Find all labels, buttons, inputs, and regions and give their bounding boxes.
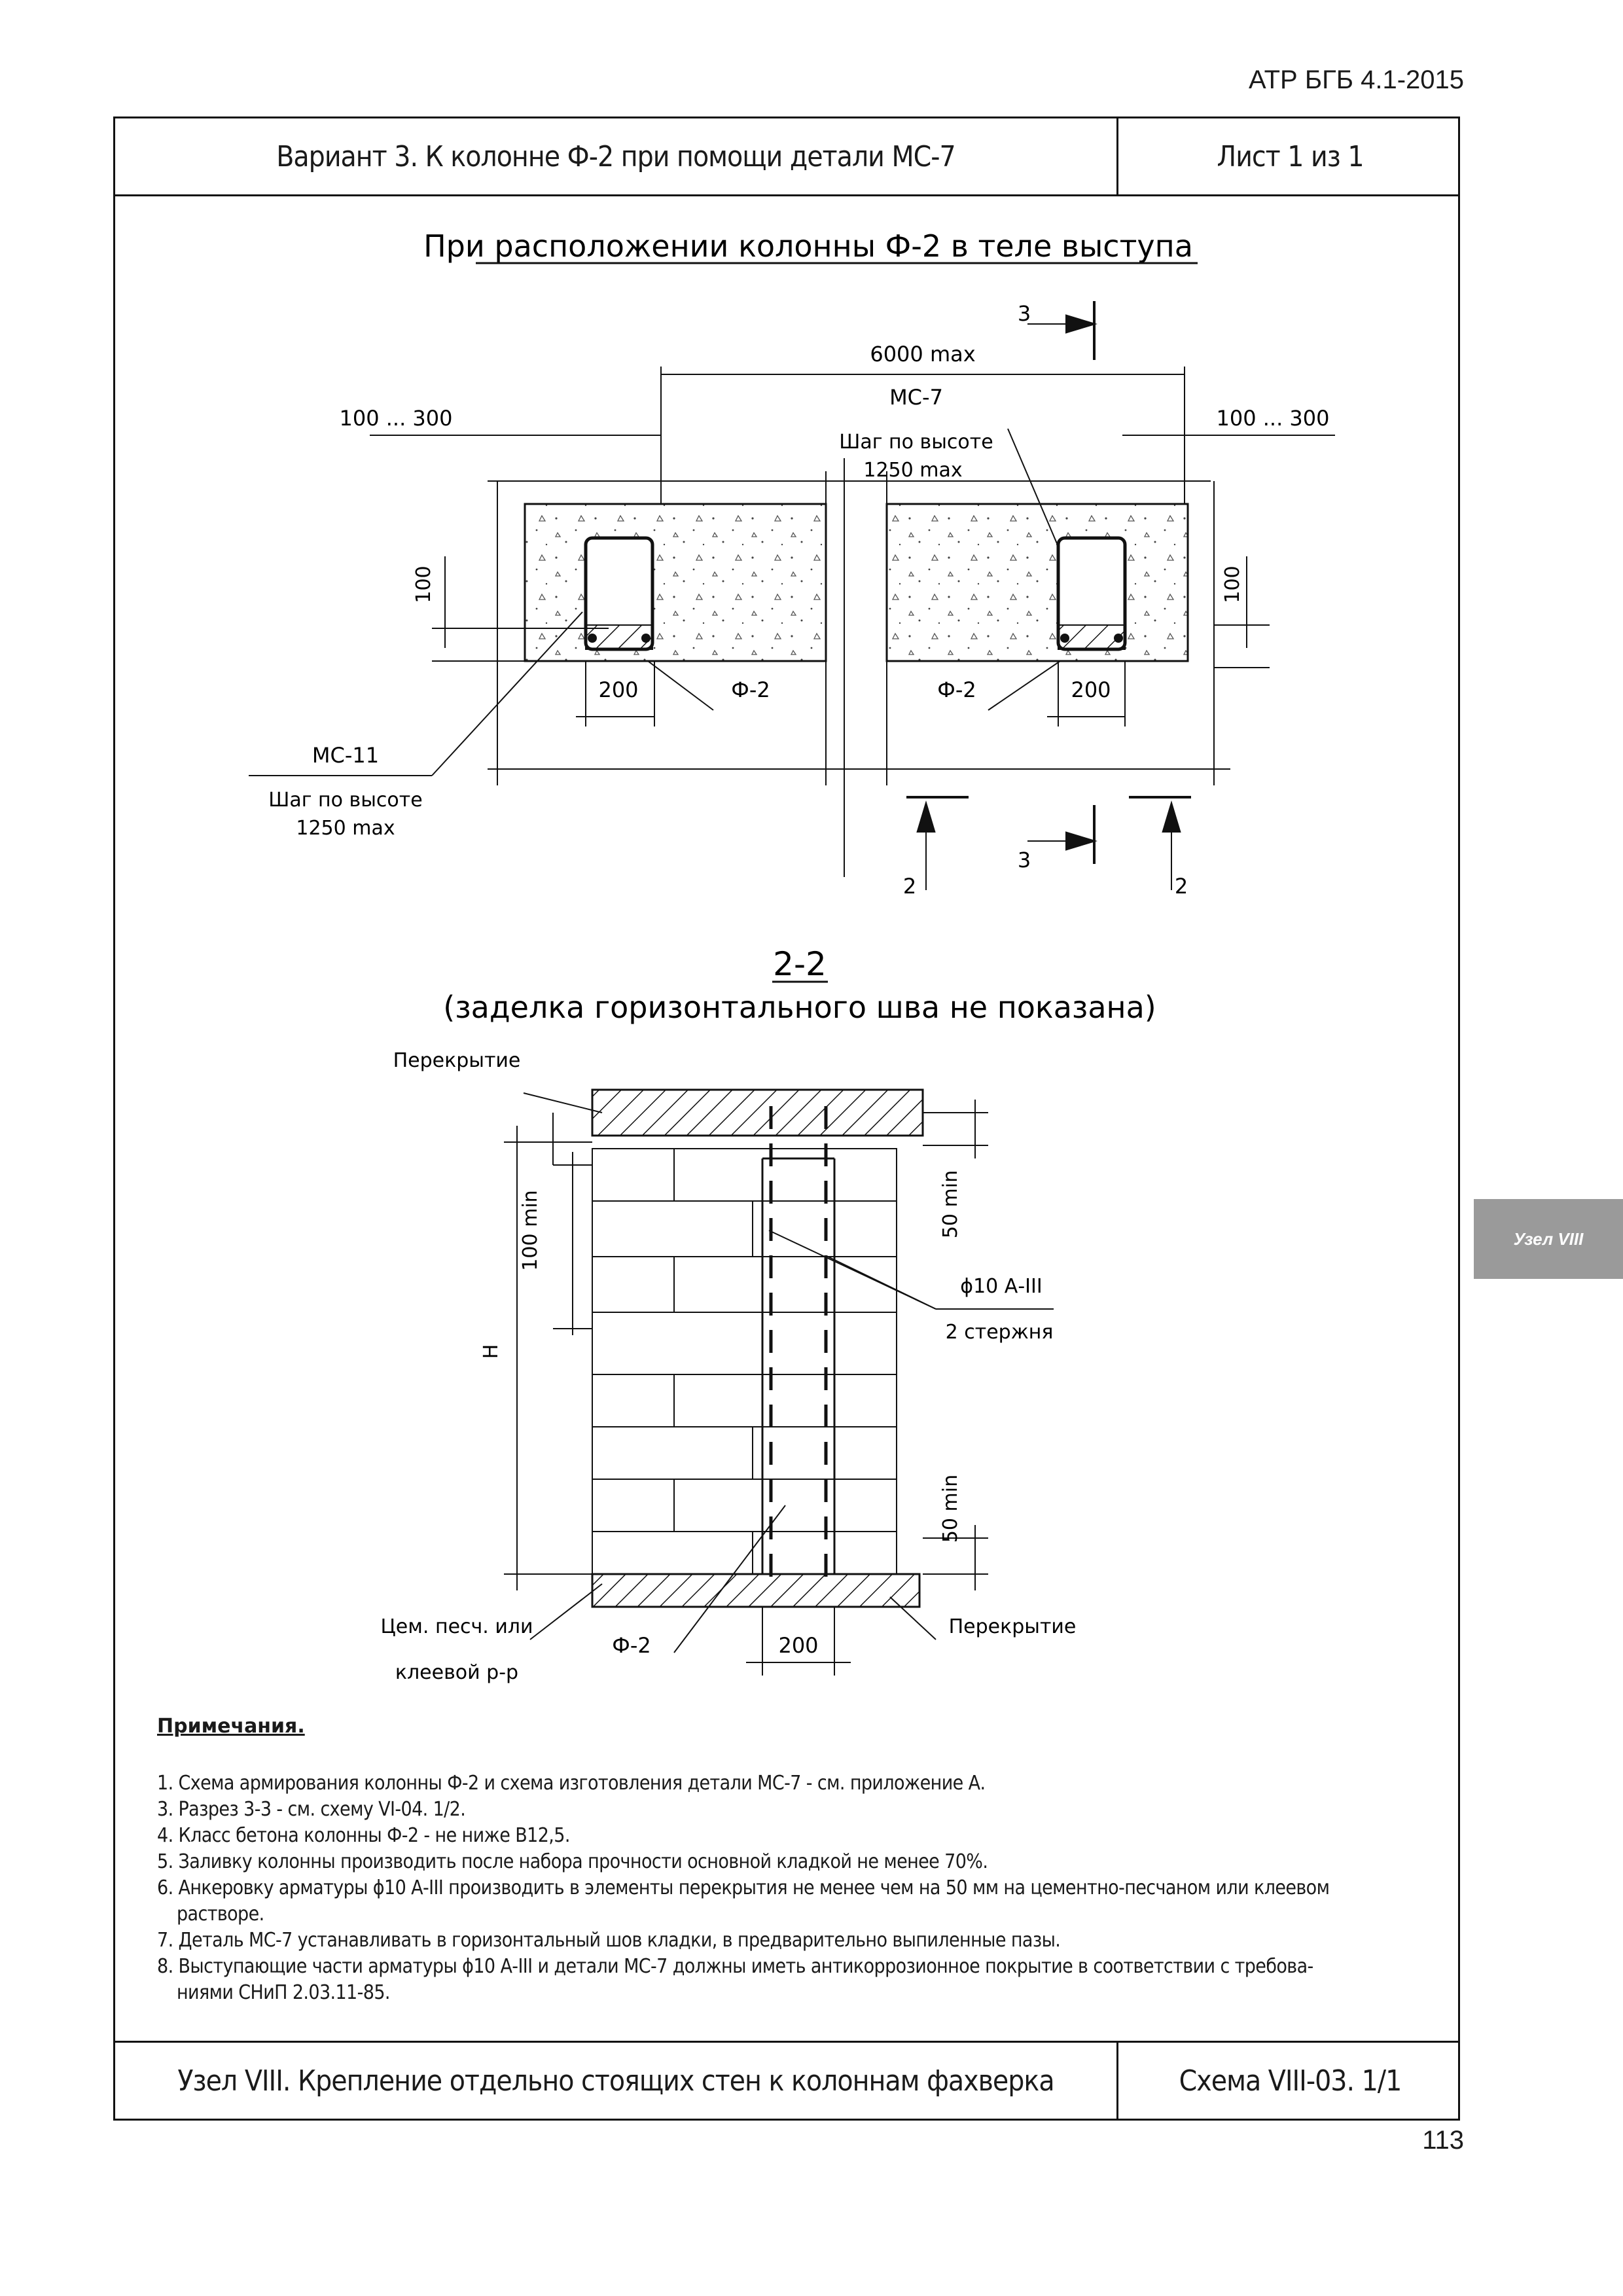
note-item: 8. Выступающие части арматуры ϕ10 А-III и детали МС-7 должны иметь антикоррозионное покрытие в соответствии с требова-	[157, 1955, 1313, 1978]
notes-list	[157, 1770, 1440, 2006]
section-3-bottom: 3	[1017, 848, 1031, 872]
document-code: АТР БГБ 4.1-2015	[1249, 65, 1464, 94]
dim-100-right: 100	[1221, 565, 1244, 603]
label-rebar-1: ϕ10 А-III	[960, 1275, 1043, 1298]
section-2-left: 2	[902, 874, 917, 899]
dim-h: Н	[480, 1344, 503, 1359]
section-tab[interactable]: Узел VIII	[1474, 1199, 1623, 1279]
note-item: 6. Анкеровку арматуры ϕ10 А-III производить в элементы перекрытия не менее чем на 50 мм на цементно-песчаном или клеевом	[157, 1876, 1330, 1899]
label-step-top-2: 1250 max	[863, 459, 963, 482]
dim-200-right: 200	[1071, 677, 1111, 702]
dim-100-min: 100 min	[519, 1190, 542, 1271]
label-slab-bottom: Перекрытие	[948, 1615, 1077, 1638]
section-heading: 2-2	[773, 945, 827, 983]
dim-left-range: 100 ... 300	[339, 406, 453, 431]
note-item: 4. Класс бетона колонны Ф-2 - не ниже В12,5.	[157, 1824, 570, 1847]
scheme-number: Схема VIII-03. 1/1	[1179, 2064, 1402, 2098]
section-subheading: (заделка горизонтального шва не показана)	[443, 990, 1156, 1025]
dim-200-section: 200	[778, 1633, 819, 1658]
dim-100-left: 100	[412, 565, 435, 603]
note-item: растворе.	[177, 1903, 264, 1926]
variant-title: Вариант 3. К колонне Ф-2 при помощи детали МС-7	[276, 139, 955, 173]
label-step-top-1: Шаг по высоте	[839, 431, 993, 454]
label-ms7: МС-7	[889, 385, 943, 410]
label-rebar-2: 2 стержня	[945, 1321, 1054, 1344]
note-item: 5. Заливку колонны производить после набора прочности основной кладкой не менее 70%.	[157, 1850, 988, 1873]
node-title: Узел VIII. Крепление отдельно стоящих стен к колоннам фахверка	[177, 2064, 1054, 2098]
dim-total: 6000 max	[870, 342, 976, 367]
dim-50-min-top: 50 min	[939, 1170, 962, 1239]
note-item: 7. Деталь МС-7 устанавливать в горизонтальный шов кладки, в предварительно выпиленные пазы.	[157, 1929, 1061, 1952]
label-mortar-2: клеевой р-р	[395, 1661, 519, 1684]
sheet-number: Лист 1 из 1	[1217, 139, 1364, 173]
label-ms11: МС-11	[312, 743, 380, 768]
page-number: 113	[1422, 2126, 1464, 2155]
section-3-top: 3	[1017, 301, 1031, 326]
note-item: ниями СНиП 2.03.11-85.	[177, 1981, 390, 2004]
label-f2-section: Ф-2	[612, 1633, 651, 1658]
plan-right-block	[887, 504, 1188, 661]
title-block-footer	[115, 2041, 1458, 2119]
label-f2-left: Ф-2	[731, 677, 770, 702]
note-item: 1. Схема армирования колонны Ф-2 и схема изготовления детали МС-7 - см. приложение А.	[157, 1772, 986, 1795]
section-drawing	[504, 1090, 1054, 1676]
plan-heading: При расположении колонны Ф-2 в теле выступа	[423, 228, 1193, 264]
label-f2-right: Ф-2	[937, 677, 976, 702]
notes-title: Примечания.	[157, 1715, 305, 1738]
plan-left-block	[525, 504, 826, 661]
dim-right-range: 100 ... 300	[1216, 406, 1330, 431]
note-item: 3. Разрез 3-3 - см. схему VI-04. 1/2.	[157, 1798, 466, 1821]
label-slab-top: Перекрытие	[393, 1049, 521, 1072]
dim-200-left: 200	[598, 677, 639, 702]
label-step-bottom-1: Шаг по высоте	[268, 789, 423, 812]
dim-50-min-bottom: 50 min	[939, 1474, 962, 1543]
label-mortar-1: Цем. песч. или	[380, 1615, 533, 1638]
label-step-bottom-2: 1250 max	[296, 817, 395, 840]
section-2-right: 2	[1174, 874, 1188, 899]
